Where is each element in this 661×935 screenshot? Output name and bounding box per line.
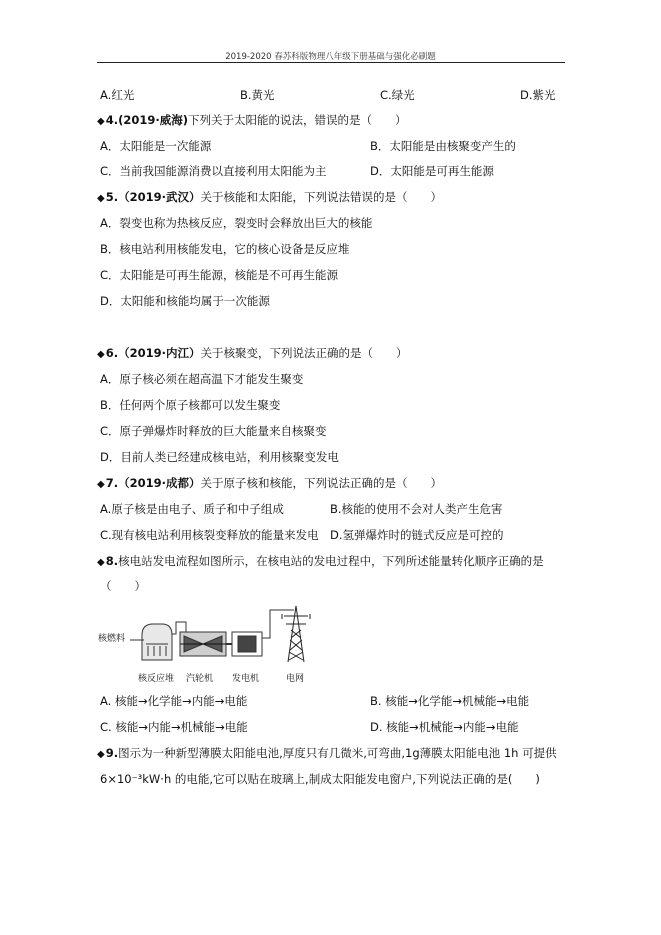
q8-option-b: B. 核能→化学能→机械能→电能 xyxy=(370,694,530,708)
q7-stem-text: 关于原子核和核能，下列说法正确的是（ ） xyxy=(200,476,442,490)
q8-option-a: A. 核能→化学能→内能→电能 xyxy=(100,694,248,708)
page-header: 2019-2020 春苏科版物理八年级下册基础与强化必刷题 xyxy=(225,52,436,62)
q3-option-d: D.紫光 xyxy=(520,88,556,102)
q7-option-d: D.氢弹爆炸时的链式反应是可控的 xyxy=(330,528,504,542)
q8-option-d: D. 核能→机械能→内能→电能 xyxy=(370,720,519,734)
q7-stem xyxy=(97,476,442,492)
q8-paren: （ ） xyxy=(100,579,146,593)
q9-number: 9. xyxy=(105,746,119,760)
q7-option-a: A.原子核是由电子、质子和中子组成 xyxy=(100,502,284,516)
turbine-figure xyxy=(180,632,226,656)
q3-option-c: C.绿光 xyxy=(380,88,415,102)
q5-option-d: D．太阳能和核能均属于一次能源 xyxy=(100,294,270,308)
q7-option-b: B.核能的使用不会对人类产生危害 xyxy=(330,502,503,516)
q4-option-d: D．太阳能是可再生能源 xyxy=(370,164,494,178)
q7-option-c: C.现有核电站利用核裂变释放的能量来发电 xyxy=(100,528,319,542)
q5-option-c: C．太阳能是可再生能源，核能是不可再生能源 xyxy=(100,268,339,282)
q9-line1-text: 图示为一种新型薄膜太阳能电池,厚度只有几微米,可弯曲,1g薄膜太阳能电池 1h 可提供 xyxy=(118,746,557,760)
q3-option-b: B.黄光 xyxy=(240,88,275,102)
diamond-bullet-icon: ◆ xyxy=(97,349,105,360)
q4-stem-text: 下列关于太阳能的说法，错误的是（ ） xyxy=(187,113,407,127)
q5-stem xyxy=(97,190,442,206)
q6-option-d: D．目前人类已经建成核电站，利用核聚变发电 xyxy=(100,450,339,464)
header-rule xyxy=(97,62,565,63)
q5-number: 5.（2019·武汉） xyxy=(105,190,201,204)
q3-option-a: A.红光 xyxy=(100,88,135,102)
diamond-bullet-icon: ◆ xyxy=(97,116,105,127)
diamond-bullet-icon: ◆ xyxy=(97,557,105,568)
q6-stem-text: 关于核聚变，下列说法正确的是（ ） xyxy=(200,346,408,360)
q9-stem-line1 xyxy=(97,746,557,762)
q5-option-a: A．裂变也称为热核反应，裂变时会释放出巨大的核能 xyxy=(100,216,373,230)
q4-option-b: B．太阳能是由核聚变产生的 xyxy=(370,139,516,153)
q4-stem xyxy=(97,113,406,129)
turbine-label: 汽轮机 xyxy=(186,674,214,684)
q6-stem xyxy=(97,346,407,362)
q4-option-c: C．当前我国能源消费以直接利用太阳能为主 xyxy=(100,164,327,178)
diamond-bullet-icon: ◆ xyxy=(97,749,105,760)
diamond-bullet-icon: ◆ xyxy=(97,193,105,204)
q8-number: 8. xyxy=(105,554,119,568)
q8-stem-text: 核电站发电流程如图所示，在核电站的发电过程中，下列所述能量转化顺序正确的是 xyxy=(118,554,544,568)
q9-stem-line2: 6×10⁻³kW·h 的电能,它可以贴在玻璃上,制成太阳能发电窗户,下列说法正确的是( ) xyxy=(100,772,540,786)
power-tower-figure xyxy=(282,606,310,662)
q6-option-b: B．任何两个原子核都可以发生聚变 xyxy=(100,398,281,412)
q4-option-a: A．太阳能是一次能源 xyxy=(100,139,212,153)
reactor-figure xyxy=(142,624,172,660)
q5-stem-text: 关于核能和太阳能，下列说法错误的是（ ） xyxy=(200,190,442,204)
q8-stem xyxy=(97,554,544,570)
nuclear-plant-diagram xyxy=(98,600,338,692)
reactor-label: 核反应堆 xyxy=(138,674,175,684)
q5-option-b: B．核电站利用核能发电，它的核心设备是反应堆 xyxy=(100,242,350,256)
generator-label: 发电机 xyxy=(232,674,260,684)
q6-option-c: C．原子弹爆炸时释放的巨大能量来自核聚变 xyxy=(100,424,327,438)
q8-option-c: C. 核能→内能→机械能→电能 xyxy=(100,720,248,734)
q7-number: 7.（2019·成都） xyxy=(105,476,201,490)
diamond-bullet-icon: ◆ xyxy=(97,479,105,490)
q6-option-a: A．原子核必须在超高温下才能发生聚变 xyxy=(100,372,304,386)
generator-figure xyxy=(232,632,262,656)
fuel-label: 核燃料 xyxy=(98,634,126,644)
q6-number: 6.（2019·内江） xyxy=(105,346,201,360)
grid-label: 电网 xyxy=(286,674,305,684)
q4-number: 4.(2019·威海) xyxy=(105,113,188,127)
